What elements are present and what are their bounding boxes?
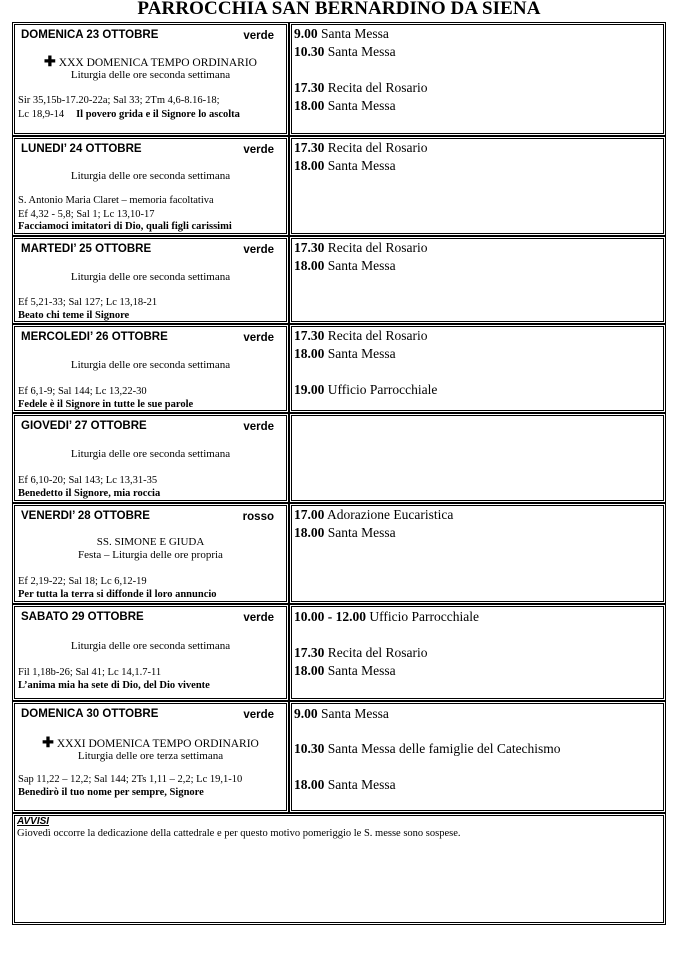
event bbox=[294, 158, 396, 174]
event-text: Santa Messa bbox=[321, 706, 389, 721]
liturgy-hours: Liturgia delle ore terza settimana bbox=[77, 750, 224, 762]
event bbox=[294, 44, 396, 60]
schedule-box bbox=[289, 22, 666, 136]
event-time: 18.00 bbox=[294, 346, 325, 361]
liturgical-color: verde bbox=[243, 332, 274, 344]
event-time: 10.00 - 12.00 bbox=[294, 609, 366, 624]
event-text: Santa Messa bbox=[327, 158, 396, 173]
event-text: Recita del Rosario bbox=[327, 80, 428, 95]
feast-title: ✚ XXXI DOMENICA TEMPO ORDINARIO bbox=[42, 736, 259, 751]
event-time: 18.00 bbox=[294, 158, 325, 173]
event bbox=[294, 258, 396, 274]
schedule-box bbox=[289, 236, 666, 324]
motto: Benedetto il Signore, mia roccia bbox=[18, 488, 161, 499]
event-time: 10.30 bbox=[294, 741, 325, 756]
schedule-box bbox=[289, 324, 666, 413]
event-text: Santa Messa bbox=[327, 346, 396, 361]
day-info-box bbox=[12, 236, 289, 324]
liturgical-color: verde bbox=[243, 244, 274, 256]
day-date: DOMENICA 23 OTTOBRE bbox=[21, 29, 159, 41]
day-info-box bbox=[12, 22, 289, 136]
event-text: Recita del Rosario bbox=[327, 645, 428, 660]
cross-icon: ✚ bbox=[44, 55, 56, 70]
day-date: VENERDI’ 28 OTTOBRE bbox=[21, 510, 150, 522]
event-text: Santa Messa bbox=[327, 44, 396, 59]
liturgy-hours: Liturgia delle ore seconda settimana bbox=[70, 640, 231, 652]
liturgy-hours: Liturgia delle ore seconda settimana bbox=[70, 170, 231, 182]
day-info-box bbox=[12, 324, 289, 413]
schedule-box bbox=[289, 604, 666, 701]
event-text: Santa Messa bbox=[321, 26, 389, 41]
event-text: Ufficio Parrocchiale bbox=[369, 609, 479, 624]
event-text: Santa Messa bbox=[327, 525, 396, 540]
event bbox=[294, 525, 396, 541]
day-info-box bbox=[12, 701, 289, 813]
day-date: GIOVEDI’ 27 OTTOBRE bbox=[21, 420, 147, 432]
liturgical-color: verde bbox=[243, 709, 274, 721]
event-time: 18.00 bbox=[294, 258, 325, 273]
event bbox=[294, 98, 396, 114]
event-time: 17.00 bbox=[294, 507, 325, 522]
readings: Ef 5,21-33; Sal 127; Lc 13,18-21 bbox=[18, 297, 158, 308]
event-text: Recita del Rosario bbox=[327, 240, 428, 255]
page-title: PARROCCHIA SAN BERNARDINO DA SIENA bbox=[137, 0, 541, 19]
liturgy-hours: Liturgia delle ore seconda settimana bbox=[70, 69, 231, 81]
event-time: 17.30 bbox=[294, 328, 325, 343]
event-text: Santa Messa bbox=[327, 663, 396, 678]
motto: Fedele è il Signore in tutte le sue parole bbox=[18, 399, 194, 410]
event bbox=[294, 609, 479, 625]
day-date: DOMENICA 30 OTTOBRE bbox=[21, 708, 159, 720]
day-info-box bbox=[12, 604, 289, 701]
event-text: Santa Messa bbox=[327, 258, 396, 273]
event-text: Recita del Rosario bbox=[327, 140, 428, 155]
event-time: 19.00 bbox=[294, 382, 325, 397]
event-time: 17.30 bbox=[294, 80, 325, 95]
event bbox=[294, 706, 389, 722]
motto: Per tutta la terra si diffonde il loro annuncio bbox=[18, 589, 217, 600]
event bbox=[294, 777, 396, 793]
feast-title: SS. SIMONE E GIUDA bbox=[96, 536, 205, 548]
schedule-box bbox=[289, 701, 666, 813]
motto: Benedirò il tuo nome per sempre, Signore bbox=[18, 787, 204, 798]
event bbox=[294, 346, 396, 362]
liturgical-color: verde bbox=[243, 612, 274, 624]
event bbox=[294, 663, 396, 679]
event-text: Santa Messa delle famiglie del Catechismo bbox=[327, 741, 561, 756]
readings: Ef 6,1-9; Sal 144; Lc 13,22-30 bbox=[18, 386, 147, 397]
liturgy-hours: Liturgia delle ore seconda settimana bbox=[70, 448, 231, 460]
event bbox=[294, 382, 437, 398]
event-text: Ufficio Parrocchiale bbox=[327, 382, 438, 397]
liturgical-color: verde bbox=[243, 144, 274, 156]
event-time: 18.00 bbox=[294, 525, 325, 540]
readings: Ef 2,19-22; Sal 18; Lc 6,12-19 bbox=[18, 576, 147, 587]
schedule-box bbox=[289, 136, 666, 236]
event-text: Recita del Rosario bbox=[327, 328, 428, 343]
feast-title: ✚ XXX DOMENICA TEMPO ORDINARIO bbox=[44, 55, 257, 70]
day-info-box bbox=[12, 136, 289, 236]
event-text: Santa Messa bbox=[327, 777, 396, 792]
event bbox=[294, 328, 427, 344]
event bbox=[294, 80, 427, 96]
schedule-box bbox=[289, 503, 666, 604]
cross-icon: ✚ bbox=[42, 736, 54, 751]
readings: Fil 1,18b-26; Sal 41; Lc 14,1.7-11 bbox=[18, 667, 162, 678]
motto: Beato chi teme il Signore bbox=[18, 310, 130, 321]
readings: Sir 35,15b-17.20-22a; Sal 33; 2Tm 4,6-8.16-18; bbox=[18, 95, 220, 106]
day-info-box bbox=[12, 413, 289, 503]
schedule-box bbox=[289, 413, 666, 503]
event-time: 18.00 bbox=[294, 663, 325, 678]
notices-heading: AVVISI bbox=[17, 816, 50, 827]
readings: Ef 4,32 - 5,8; Sal 1; Lc 13,10-17 bbox=[18, 209, 155, 220]
event-time: 10.30 bbox=[294, 44, 325, 59]
event bbox=[294, 741, 561, 757]
motto: Il povero grida e il Signore lo ascolta bbox=[76, 109, 240, 120]
motto: L’anima mia ha sete di Dio, del Dio vivente bbox=[18, 680, 210, 691]
memory-note: S. Antonio Maria Claret – memoria facoltativa bbox=[18, 195, 214, 206]
event-time: 18.00 bbox=[294, 777, 325, 792]
event bbox=[294, 26, 389, 42]
event-time: 17.30 bbox=[294, 140, 325, 155]
event bbox=[294, 507, 453, 523]
event-text: Santa Messa bbox=[327, 98, 396, 113]
event bbox=[294, 240, 427, 256]
day-date: MARTEDI’ 25 OTTOBRE bbox=[21, 243, 152, 255]
day-date: SABATO 29 OTTOBRE bbox=[21, 611, 144, 623]
notices-box bbox=[12, 813, 666, 925]
liturgical-color: verde bbox=[243, 30, 274, 42]
day-date: LUNEDI’ 24 OTTOBRE bbox=[21, 143, 142, 155]
notices-text: Giovedì occorre la dedicazione della cattedrale e per questo motivo pomeriggio le S. messe sono sospese. bbox=[17, 828, 461, 839]
event bbox=[294, 645, 427, 661]
event-time: 17.30 bbox=[294, 240, 325, 255]
event-text: Adorazione Eucaristica bbox=[327, 507, 454, 522]
event-time: 18.00 bbox=[294, 98, 325, 113]
event bbox=[294, 140, 427, 156]
liturgy-hours: Festa – Liturgia delle ore propria bbox=[78, 549, 223, 561]
event-time: 17.30 bbox=[294, 645, 325, 660]
motto: Facciamoci imitatori di Dio, quali figli carissimi bbox=[18, 221, 232, 232]
readings: Ef 6,10-20; Sal 143; Lc 13,31-35 bbox=[18, 475, 158, 486]
liturgical-color: rosso bbox=[242, 511, 274, 523]
readings-line2: Lc 18,9-14 Il povero grida e il Signore lo ascolta bbox=[18, 109, 240, 120]
event-time: 9.00 bbox=[294, 26, 318, 41]
liturgy-hours: Liturgia delle ore seconda settimana bbox=[70, 359, 231, 371]
liturgical-color: verde bbox=[243, 421, 274, 433]
readings: Sap 11,22 – 12,2; Sal 144; 2Ts 1,11 – 2,2; Lc 19,1-10 bbox=[18, 774, 243, 785]
liturgy-hours: Liturgia delle ore seconda settimana bbox=[70, 271, 231, 283]
day-info-box bbox=[12, 503, 289, 604]
day-date: MERCOLEDI’ 26 OTTOBRE bbox=[21, 331, 168, 343]
event-time: 9.00 bbox=[294, 706, 318, 721]
